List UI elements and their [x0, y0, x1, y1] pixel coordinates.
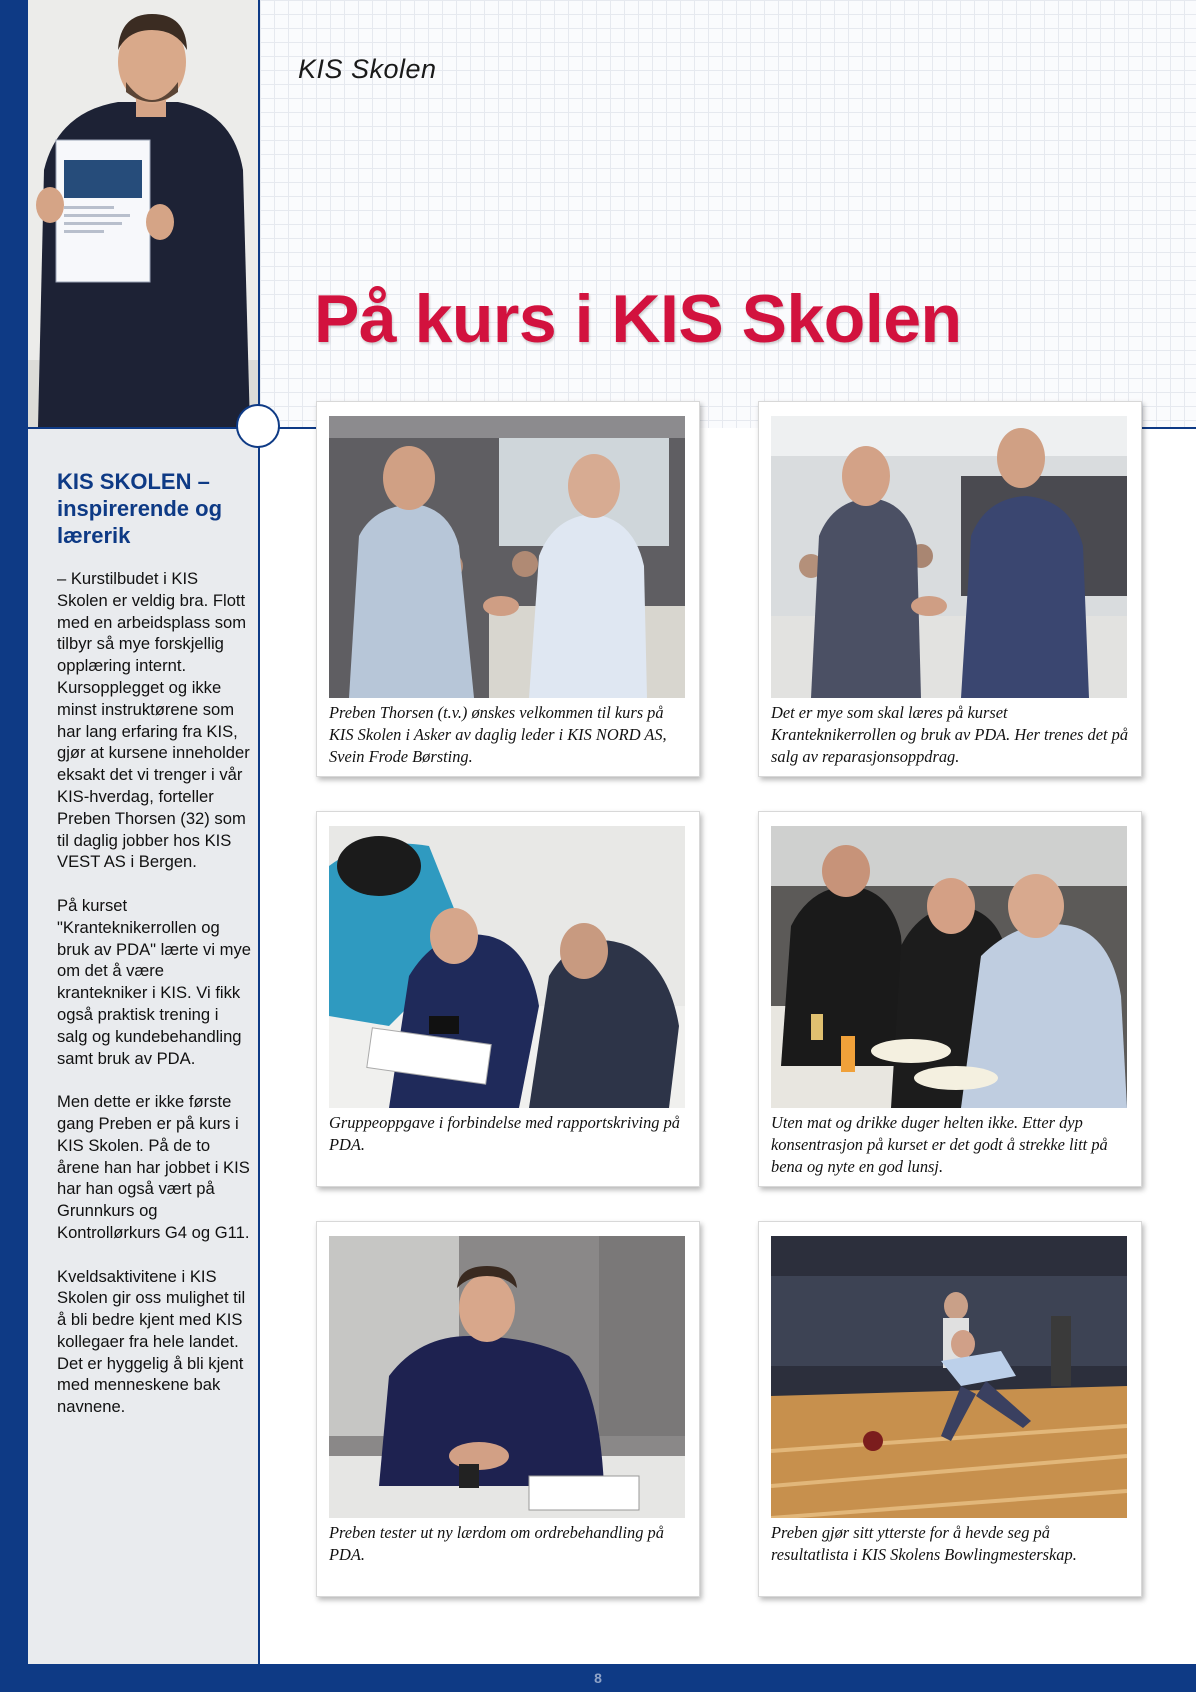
photo-handshake-welcome: [329, 416, 685, 698]
photo-pda-test: [329, 1236, 685, 1518]
photo-bowling: [771, 1236, 1127, 1518]
photo-caption: Det er mye som skal læres på kurset Kranteknikerrollen og bruk av PDA. Her trenes det på salg av reparasjonsoppdrag.: [771, 703, 1129, 766]
sidebar-heading: KIS SKOLEN – inspirerende og lærerik: [57, 469, 223, 548]
divider-line-middle: [278, 427, 318, 429]
portrait-photo: [28, 0, 258, 427]
photo-handshake-course: [771, 416, 1127, 698]
photo-caption: Preben gjør sitt ytterste for å hevde seg på resultatlista i KIS Skolens Bowlingmesterskap.: [771, 1523, 1077, 1564]
photo-caption: Gruppeoppgave i forbindelse med rapportskriving på PDA.: [329, 1113, 680, 1154]
sidebar-paragraph: På kurset "Kranteknikerrollen og bruk av PDA" lærte vi mye om det å være krantekniker i KIS. Vi fikk også praktisk trening i salg og kundebehandling samt bruk av PDA.: [57, 895, 252, 1068]
page-headline: På kurs i KIS Skolen: [314, 281, 962, 357]
photo-group-task: [329, 826, 685, 1108]
photo-card: [316, 401, 700, 777]
sidebar-divider: [258, 0, 260, 1664]
photo-card: [758, 811, 1142, 1187]
photo-card: [316, 811, 700, 1187]
divider-line-right: [1138, 427, 1196, 429]
sidebar-paragraph: Kveldsaktivitene i KIS Skolen gir oss mulighet til å bli bedre kjent med KIS kollegaer fra hele landet. Det er hyggelig å bli kjent med menneskene bak navnene.: [57, 1266, 246, 1417]
divider-line-left: [28, 427, 238, 429]
photo-caption: Uten mat og drikke duger helten ikke. Etter dyp konsentrasjon på kurset er det godt å strekke litt på bena og nyte en god lunsj.: [771, 1113, 1108, 1176]
page-number: 8: [594, 1670, 602, 1686]
left-border-bar: [0, 0, 28, 1692]
sidebar-paragraph: – Kurstilbudet i KIS Skolen er veldig bra. Flott med en arbeidsplass som tilbyr så mye forskjellig opplæring internt. Kursopplegget og ikke minst instruktørene som har lang erfaring fra KIS, gjør at kursene inneholder eksakt det vi trenger i vår KIS-hverdag, forteller Preben Thorsen (32) som til daglig jobber hos KIS VEST AS i Bergen.: [57, 569, 250, 872]
sidebar-article: [57, 568, 253, 1440]
sidebar-paragraph: Men dette er ikke første gang Preben er på kurs i KIS Skolen. På de to årene han har jobbet i KIS har han også vært på Grunnkurs og Kontrollørkurs G4 og G11.: [57, 1092, 250, 1242]
decorative-circle: [236, 404, 280, 448]
photo-card: [758, 1221, 1142, 1597]
photo-card: [316, 1221, 700, 1597]
photo-caption: Preben Thorsen (t.v.) ønskes velkommen til kurs på KIS Skolen i Asker av daglig leder i KIS NORD AS, Svein Frode Børsting.: [329, 703, 667, 766]
photo-caption: Preben tester ut ny lærdom om ordrebehandling på PDA.: [329, 1523, 664, 1564]
section-title: KIS Skolen: [298, 54, 437, 84]
photo-card: [758, 401, 1142, 777]
photo-lunch: [771, 826, 1127, 1108]
